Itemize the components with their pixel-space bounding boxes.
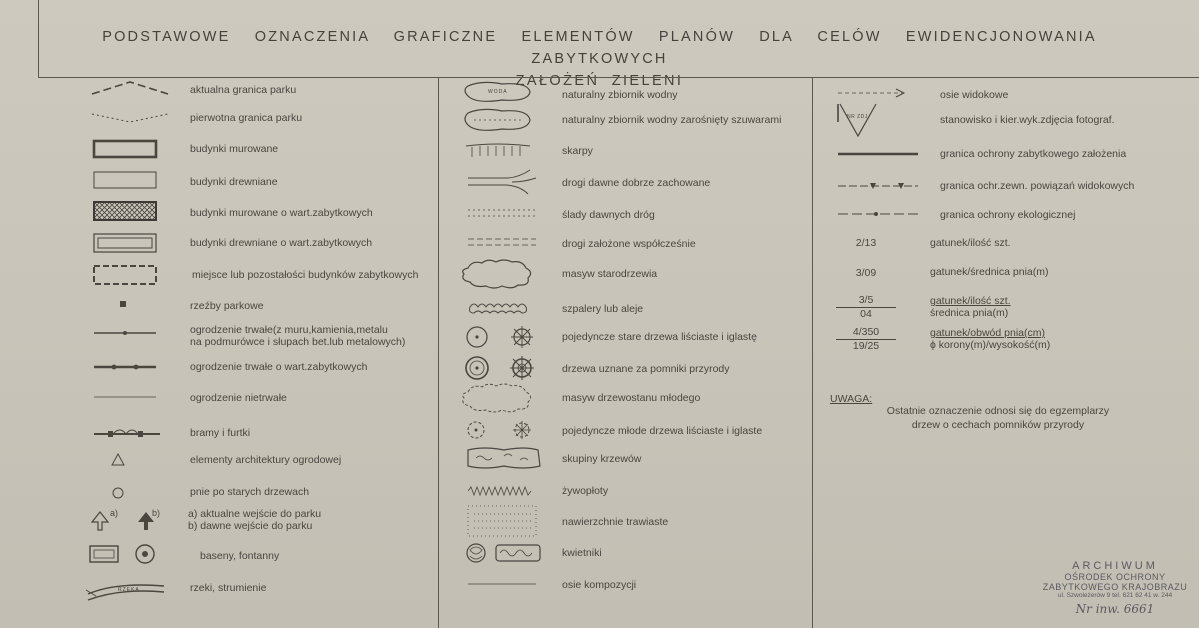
legend-label: aktualna granica parku xyxy=(190,84,297,96)
grass-icon xyxy=(466,502,538,540)
legend-label: drogi założone współcześnie xyxy=(562,238,696,250)
fraction-1: 2/13 xyxy=(855,237,877,249)
gate-icon xyxy=(92,424,162,442)
stamp-line-4: ul. Szwoleżerów 9 tel. 621 62 41 w. 244 xyxy=(1057,592,1173,599)
monument-trees-icon xyxy=(464,354,544,382)
page-title xyxy=(60,26,1139,92)
fence-heritage-icon xyxy=(92,360,158,374)
legend-label: budynki drewniane o wart.zabytkowych xyxy=(190,237,373,249)
legend-label: pojedyncze młode drzewa liściaste i iglaste xyxy=(562,425,763,437)
fraction-4-den: 19/25 xyxy=(852,340,880,352)
fence-line-icon xyxy=(92,326,158,340)
stamp-line-3: ZABYTKOWEGO KRAJOBRAZU xyxy=(1042,582,1188,592)
eco-line-icon xyxy=(836,208,920,220)
legend-label: ogrodzenie trwałe o wart.zabytkowych xyxy=(190,361,368,373)
young-trees-icon xyxy=(464,418,544,442)
title-line-2: ZAŁOŻEŃ ZIELENI xyxy=(515,73,684,89)
legend-label: ϕ korony(m)/wysokość(m) xyxy=(930,339,1051,351)
shrubs-icon xyxy=(464,444,544,472)
stamp-line-1: ARCHIWUM xyxy=(1072,560,1158,572)
legend-label: rzeźby parkowe xyxy=(190,300,264,312)
legend-label: granica ochrony ekologicznej xyxy=(940,209,1076,221)
thin-line-icon xyxy=(92,391,158,403)
note-text: Ostatnie oznaczenie odnosi się do egzemplarzy drzew o cechach pomników przyrody xyxy=(886,405,1110,431)
hatched-rectangle-icon xyxy=(92,200,158,222)
column-divider-1 xyxy=(438,77,439,628)
legend-label: skarpy xyxy=(562,145,593,157)
legend-label: gatunek/obwód pnia(cm) xyxy=(930,327,1045,339)
legend-label: gatunek/ilość szt. xyxy=(930,237,1011,249)
legend-label: miejsce lub pozostałości budynków zabytkowych xyxy=(192,269,419,281)
triangle-icon xyxy=(110,452,126,468)
circle-icon xyxy=(110,485,126,501)
legend-label: szpalery lub aleje xyxy=(562,303,644,315)
fraction-3-den: 04 xyxy=(860,308,872,320)
stamp-line-2: OŚRODEK OCHRONY xyxy=(1064,572,1166,582)
title-line-1: PODSTAWOWE OZNACZENIA GRAFICZNE ELEMENTÓW PLANÓW DLA CELÓW EWIDENCJONOWANIA ZABYTKOWYCH xyxy=(102,29,1097,67)
view-links-line-icon xyxy=(836,179,920,193)
designed-roads-icon xyxy=(466,234,538,250)
axis-line-icon xyxy=(466,578,538,590)
pool-fountain-icon xyxy=(88,543,160,565)
tree-mass-icon xyxy=(458,258,536,290)
legend-label: osie widokowe xyxy=(940,89,1009,101)
legend-label: budynki murowane o wart.zabytkowych xyxy=(190,207,373,219)
legend-label: masyw starodrzewia xyxy=(562,268,658,280)
legend-label: gatunek/ilość szt. xyxy=(930,295,1011,307)
legend-label: gatunek/średnica pnia(m) xyxy=(930,266,1049,278)
legend-label: naturalny zbiornik wodny xyxy=(562,89,678,101)
legend-label: bramy i furtki xyxy=(190,427,251,439)
legend-label: a) aktualne wejście do parku b) dawne wejście do parku xyxy=(188,508,322,532)
header-divider xyxy=(38,77,1199,78)
protection-line-icon xyxy=(836,148,920,160)
river-text: RZEKA xyxy=(118,587,140,593)
inventory-number: Nr inw. 6661 xyxy=(1075,602,1155,616)
view-axis-icon xyxy=(836,86,908,100)
legend-label: budynki murowane xyxy=(190,143,279,155)
photo-point-text: NR ZDJ xyxy=(847,114,868,120)
double-rectangle-icon xyxy=(92,232,158,254)
reed-pond-icon xyxy=(462,107,534,133)
road-traces-icon xyxy=(466,205,538,221)
legend-label: ogrodzenie nietrwałe xyxy=(190,392,287,404)
slope-icon xyxy=(462,140,534,162)
fraction-4-num: 4/350 xyxy=(836,326,896,340)
roads-icon xyxy=(466,168,538,196)
small-square-icon xyxy=(115,296,131,312)
legend-label: naturalny zbiornik wodny zarośnięty szuwarami xyxy=(562,114,782,126)
legend-label: ślady dawnych dróg xyxy=(562,209,655,221)
legend-label: drogi dawne dobrze zachowane xyxy=(562,177,711,189)
pond-text: WODA xyxy=(488,89,508,95)
sheet-left-edge xyxy=(38,0,39,77)
legend-label: nawierzchnie trawiaste xyxy=(562,516,669,528)
legend-label: drzewa uznane za pomniki przyrody xyxy=(562,363,730,375)
legend-label: budynki drewniane xyxy=(190,176,278,188)
thin-rectangle-icon xyxy=(92,170,158,190)
column-divider-2 xyxy=(812,77,813,628)
single-trees-icon xyxy=(464,324,544,350)
thick-rectangle-icon xyxy=(92,139,158,159)
dashed-boundary-icon xyxy=(90,80,170,98)
dashed-rectangle-icon xyxy=(92,264,158,286)
legend-label: granica ochr.zewn. powiązań widokowych xyxy=(940,180,1135,192)
fraction-3-num: 3/5 xyxy=(836,294,896,308)
legend-label: średnica pnia(m) xyxy=(930,307,1009,319)
legend-label: pnie po starych drzewach xyxy=(190,486,310,498)
legend-label: masyw drzewostanu młodego xyxy=(562,392,701,404)
legend-label: osie kompozycji xyxy=(562,579,637,591)
fraction-2: 3/09 xyxy=(855,267,877,279)
entrance-a-mark: a) xyxy=(110,508,119,518)
legend-label: ogrodzenie trwałe(z muru,kamienia,metalu na podmurówce i słupach bet.lub metalowych) xyxy=(190,324,406,348)
legend-label: skupiny krzewów xyxy=(562,453,642,465)
legend-label: rzeki, strumienie xyxy=(190,582,267,594)
legend-label: kwietniki xyxy=(562,547,602,559)
legend-label: granica ochrony zabytkowego założenia xyxy=(940,148,1127,160)
legend-label: żywopłoty xyxy=(562,485,609,497)
archive-stamp xyxy=(1040,560,1190,616)
legend-label: baseny, fontanny xyxy=(200,550,280,562)
legend-label: pierwotna granica parku xyxy=(190,112,303,124)
legend-label: elementy architektury ogrodowej xyxy=(190,454,342,466)
dotted-boundary-icon xyxy=(90,110,170,126)
flowerbeds-icon xyxy=(464,540,544,566)
rows-alleys-icon xyxy=(466,299,532,315)
legend-label: pojedyncze stare drzewa liściaste i iglastę xyxy=(562,331,757,343)
young-mass-icon xyxy=(458,382,538,414)
note-heading: UWAGA: xyxy=(830,393,873,405)
entrance-b-mark: b) xyxy=(152,508,161,518)
legend-label: stanowisko i kier.wyk.zdjęcia fotograf. xyxy=(940,114,1115,126)
hedge-icon xyxy=(466,484,538,498)
